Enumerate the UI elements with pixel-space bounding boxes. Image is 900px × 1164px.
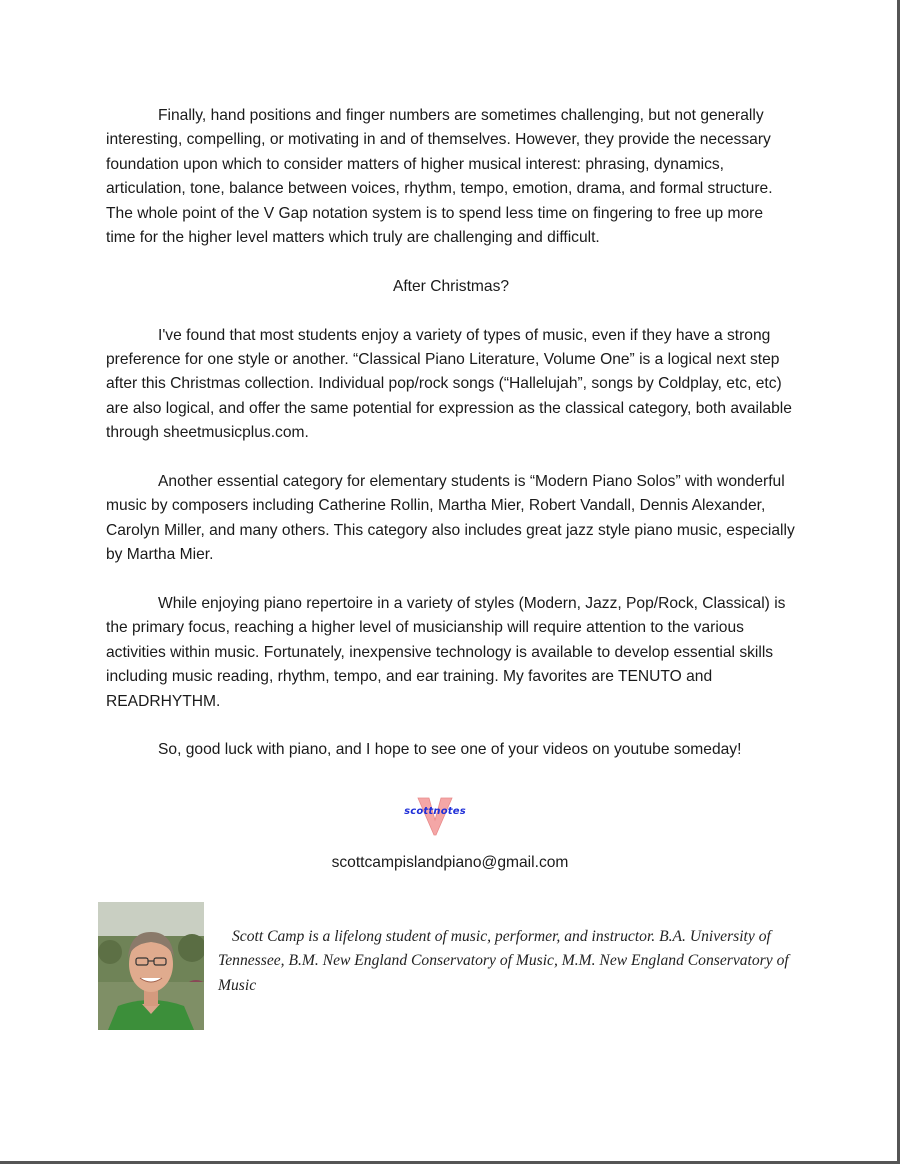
author-photo — [98, 902, 204, 1030]
paragraph-variety: I've found that most students enjoy a variety of types of music, even if they have a strong preference for one style or another. “Classical Piano Literature, Volume One” is a logical next step after this Christmas collection. Individual pop/rock songs (“Hallelujah”, songs by Coldplay, etc, etc) are also logical, and offer the same potential for expression as the classical category, both available through sheetmusicplus.com. — [106, 326, 792, 442]
paragraph-hand-positions: Finally, hand positions and finger numbers are sometimes challenging, but not generally interesting, compelling, or motivating in and of themselves. However, they provide the necessary foundation upon which to consider matters of higher musical interest: phrasing, dynamics, articulation, tone, balance between voices, rhythm, tempo, emotion, drama, and formal structure. The whole point of the V Gap notation system is to spend less time on fingering to free up more time for the higher level matters which truly are challenging and difficult. — [106, 107, 773, 247]
paragraph-modern-solos: Another essential category for elementary students is “Modern Piano Solos” with wonderful music by composers including Catherine Rollin, Martha Mier, Robert Vandall, Dennis Alexander, Carolyn Miller, and many others. This category also includes great jazz style piano music, especially by Martha Mier. — [106, 473, 795, 564]
contact-email: scottcampislandpiano@gmail.com — [331, 854, 569, 871]
logo-text: scottnotes — [404, 806, 466, 817]
scottnotes-logo — [395, 796, 475, 840]
paragraph-musicianship: While enjoying piano repertoire in a variety of styles (Modern, Jazz, Pop/Rock, Classical) is the primary focus, reaching a higher level of musicianship will require attention to the various activities within music. Fortunately, inexpensive technology is available to develop essential skills including music reading, rhythm, tempo, and ear training. My favorites are TENUTO and READRHYTHM. — [106, 595, 786, 710]
document-body — [106, 104, 796, 763]
author-bio: Scott Camp is a lifelong student of music, performer, and instructor. B.A. University of Tennessee, B.M. New England Conservatory of Music, M.M. New England Conservatory of Music — [218, 928, 789, 994]
portrait-image-icon — [98, 902, 204, 1030]
section-heading: After Christmas? — [392, 277, 510, 295]
paragraph-good-luck: So, good luck with piano, and I hope to see one of your videos on youtube someday! — [158, 741, 742, 759]
